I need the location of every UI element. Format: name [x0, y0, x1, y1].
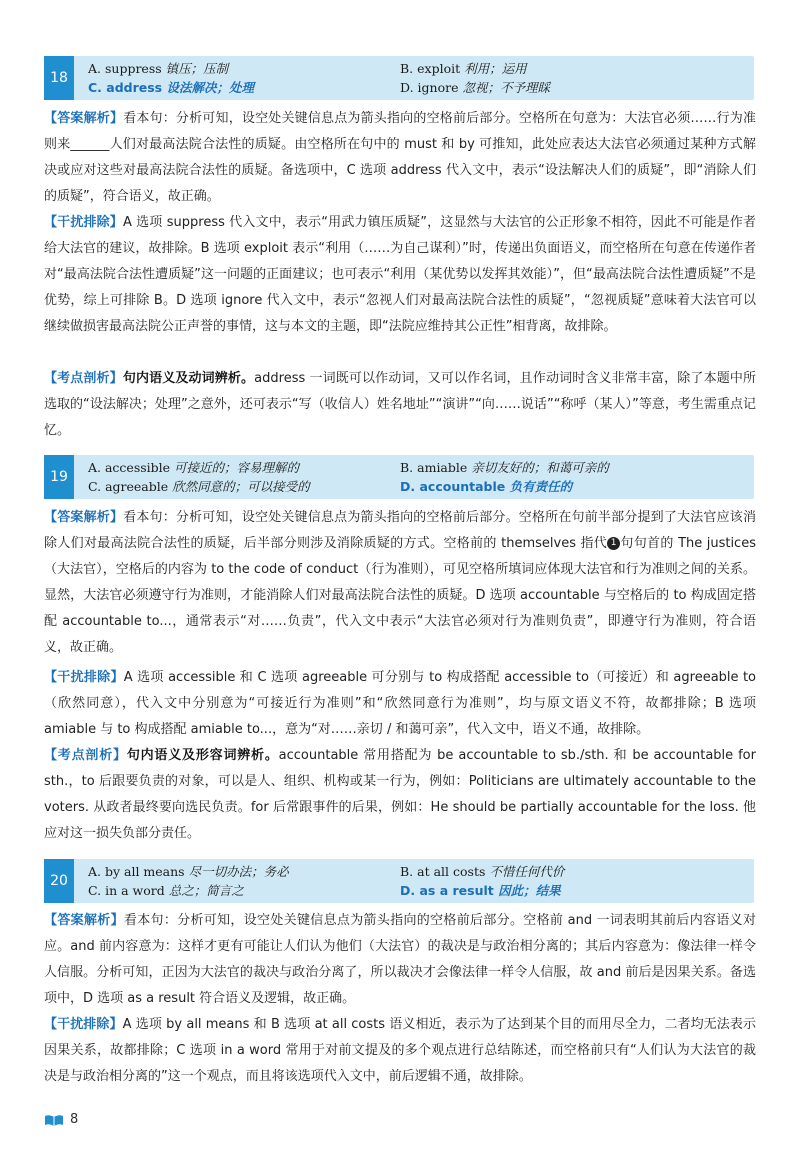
sentence-marker-icon: 1 [607, 537, 620, 550]
q18-distractor-analysis: 【干扰排除】A 选项 suppress 代入文中，表示“用武力镇压质疑”，这显然与大法官的公正形象不相符，因此不可能是作者给大法官的建议，故排除。B 选项 exploit 表示“利用（……为自己谋利）”时，传递出负面语义，而空格所在句意在传递作者对“最高法院合法性遭质疑”这一问题的正面建议；也可表示“利用（某优势以发挥其效能）”，但“最高法院合法性遭质疑”不是优势，综上可排除 B。D 选项 ignore 代入文中，表示“忽视人们对最高法院合法性的质疑”，“忽视质疑”意味着大法官可以继续做损害最高法院公正声誉的事情，这与本文的主题，即“法院应维持其公正性”相背离，故排除。 [44, 215, 756, 334]
question-19-options [44, 455, 754, 499]
option-c: C. in a word 总之；简言之 [88, 883, 244, 898]
q18-key-point: 【考点剖析】句内语义及动词辨析。address 一词既可以作动词，又可以作名词，且作动词时含义非常丰富，除了本题中所选取的“设法解决；处理”之意外，还可表示“写（收信人）姓名地址”“演讲”“向……说话”“称呼（某人）”等意，考生需重点记忆。 [44, 371, 756, 438]
option-a: A. accessible 可接近的；容易理解的 [88, 460, 300, 475]
page-footer [44, 1112, 78, 1127]
question-18-options [44, 56, 754, 100]
q19-answer-analysis: 【答案解析】看本句：分析可知，设空处关键信息点为箭头指向的空格前后部分。空格所在句前半部分提到了大法官应该消除人们对最高法院合法性的质疑，后半部分则涉及消除质疑的方式。空格前的 themselves 指代 1 句句首的 The justices（大法官），空格后的内容为 to the code of conduct（行为准则），可见空格所填词应体现大法官和行为准则之间的关系。显然，大法官必须遵守行为准则，才能消除人们对最高法院合法性的质疑。D 选项 accountable 与空格后的 to 构成固定搭配 accountable to...，通常表示“对……负责”，代入文中表示“大法官必须对行为准则负责”，即遵守行为准则，符合语义，故正确。 [44, 510, 756, 655]
q20-distractor-analysis: 【干扰排除】A 选项 by all means 和 B 选项 at all costs 语义相近，表示为了达到某个目的而用尽全力，二者均无法表示因果关系，故都排除；C 选项 in a word 常用于对前文提及的多个观点进行总结陈述，而空格前只有“人们认为大法官的裁决是与政治相分离的”这一个观点，而且将该选项代入文中，前后逻辑不通，故排除。 [44, 1017, 756, 1084]
book-icon [44, 1113, 64, 1127]
page-number: 8 [70, 1112, 79, 1127]
option-d: D. ignore 忽视；不予理睬 [400, 80, 550, 95]
option-b: B. at all costs 不惜任何代价 [400, 864, 565, 879]
option-b: B. amiable 亲切友好的；和蔼可亲的 [400, 460, 609, 475]
question-number: 18 [44, 56, 74, 100]
q18-answer-analysis: 【答案解析】看本句：分析可知，设空处关键信息点为箭头指向的空格前后部分。空格所在句意为：大法官必须……行为准则来______人们对最高法院合法性的质疑。由空格所在句中的 must 和 by 可推知，此处应表达大法官必须通过某种方式解决或应对这些对最高法院合法性的质疑。备选项中，C 选项 address 代入文中，表示“设法解决人们的质疑”，即“消除人们的质疑”，符合语义，故正确。 [44, 111, 756, 204]
option-b: B. exploit 利用；运用 [400, 61, 527, 76]
question-number: 20 [44, 859, 74, 903]
q19-distractor-analysis: 【干扰排除】A 选项 accessible 和 C 选项 agreeable 可分别与 to 构成搭配 accessible to（可接近）和 agreeable to（欣然同意），代入文中分别意为“可接近行为准则”和“欣然同意行为准则”，均与原文语义不符，故都排除；B 选项 amiable 与 to 构成搭配 amiable to...，意为“对……亲切 / 和蔼可亲”，代入文中，语义不通，故排除。 [44, 670, 756, 737]
option-a: A. by all means 尽一切办法；务必 [88, 864, 289, 879]
q19-key-point: 【考点剖析】句内语义及形容词辨析。accountable 常用搭配为 be accountable to sb./sth. 和 be accountable for sth.，to 后跟要负责的对象，可以是人、组织、机构或某一行为，例如：Politicians are ultimately accountable to the voters. 从政者最终要向选民负责。for 后常跟事件的后果，例如：He should be partially accountable for the loss. 他应对这一损失负部分责任。 [44, 748, 756, 841]
option-a: A. suppress 镇压；压制 [88, 61, 229, 76]
option-c-correct: C. address 设法解决；处理 [88, 80, 255, 95]
question-number: 19 [44, 455, 74, 499]
question-20-options [44, 859, 754, 903]
option-c: C. agreeable 欣然同意的；可以接受的 [88, 479, 310, 494]
option-d-correct: D. as a result 因此；结果 [400, 883, 561, 898]
q20-answer-analysis: 【答案解析】看本句：分析可知，设空处关键信息点为箭头指向的空格前后部分。空格前 and 一词表明其前后内容语义对应。and 前内容意为：这样才更有可能让人们认为他们（大法官）的裁决是与政治相分离的；其后内容意为：像法律一样令人信服。分析可知，正因为大法官的裁决与政治分离了，所以裁决才会像法律一样令人信服，故 and 前后是因果关系。备选项中，D 选项 as a result 符合语义及逻辑，故正确。 [44, 913, 756, 1006]
option-d-correct: D. accountable 负有责任的 [400, 479, 573, 494]
